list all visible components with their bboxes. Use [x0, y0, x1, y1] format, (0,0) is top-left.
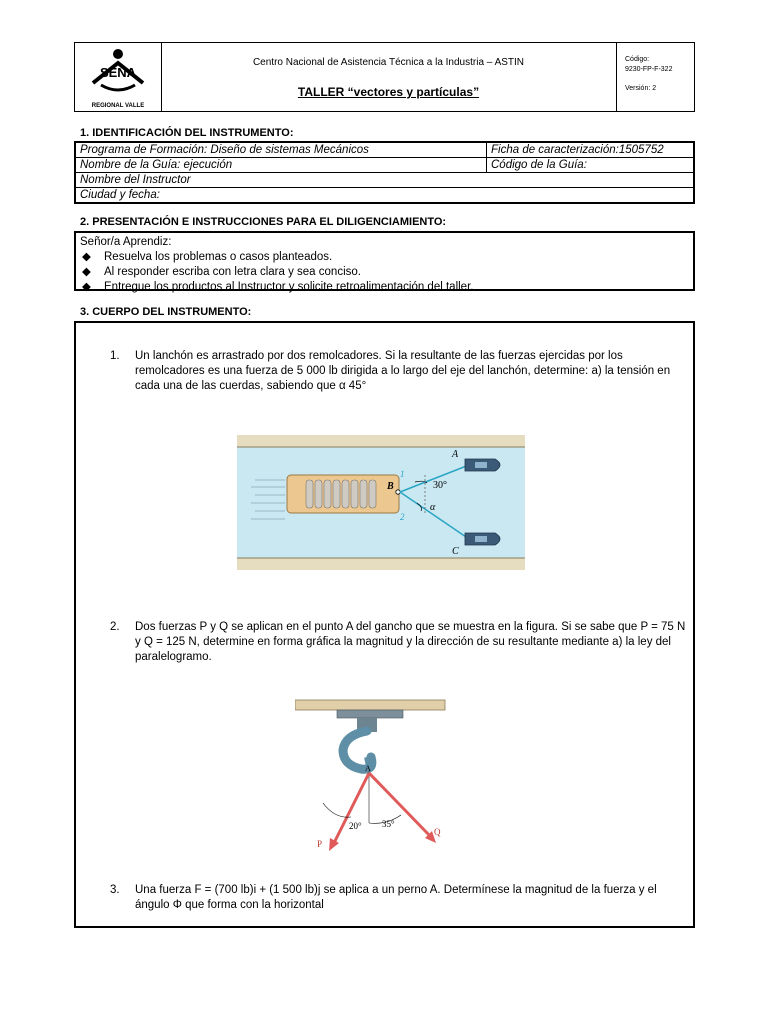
diamond-bullet-icon: ◆: [82, 251, 91, 263]
center-name: Centro Nacional de Asistencia Técnica a la Industria – ASTIN: [252, 57, 525, 68]
ficha-cell: Ficha de caracterización:1505752: [487, 142, 695, 158]
document-title: TALLER “vectores y partículas”: [297, 85, 480, 99]
angle-20-label: 20°: [349, 821, 362, 831]
angle-30-label: 30°: [433, 480, 447, 491]
question-2: 2. Dos fuerzas P y Q se aplican en el punto A del gancho que se muestra en la figura. Si se sabe que P = 75 N y Q = 125 N, determine en forma gráfica la magnitud y la dirección de su resultante mediante a) la ley del paralelogramo.: [110, 621, 686, 663]
logo-subtitle: REGIONAL VALLE: [91, 103, 145, 109]
section1-title: 1. IDENTIFICACIÓN DEL INSTRUMENTO:: [80, 127, 294, 139]
sena-logo: [75, 43, 162, 111]
rope-2-label: 2: [400, 512, 405, 522]
point-a-label: A: [365, 764, 371, 773]
force-q-label: Q: [434, 827, 441, 837]
instructions-box: [74, 231, 695, 291]
document-header: [74, 42, 695, 112]
question-1: 1. Un lanchón es arrastrado por dos remolcadores. Si la resultante de las fuerzas ejercidas por los remolcadores es una fuerza de 5 000 lb dirigida a lo largo del eje del lanchón, determine: a) la tensión en cada una de las cuerdas, sabiendo que α 45°: [110, 350, 671, 392]
city-date-cell: Ciudad y fecha:: [75, 188, 694, 204]
barge-figure: [237, 435, 525, 570]
document-code-box: [616, 43, 694, 111]
point-b-label: B: [387, 481, 394, 492]
section2-title: 2. PRESENTACIÓN E INSTRUCCIONES PARA EL DILIGENCIAMIENTO:: [80, 216, 447, 228]
alpha-label: α: [430, 502, 436, 513]
greeting: Señor/a Aprendiz:: [80, 236, 172, 248]
angle-35-label: 35°: [382, 819, 395, 829]
diamond-bullet-icon: ◆: [82, 266, 91, 278]
guide-code-cell: Código de la Guía:: [487, 158, 695, 173]
list-item: ◆ Entregue los productos al Instructor y solicite retroalimentación del taller.: [82, 281, 474, 293]
guide-name-cell: Nombre de la Guía: ejecución: [75, 158, 487, 173]
question-3: 3. Una fuerza F = (700 lb)i + (1 500 lb)j se aplica a un perno A. Determínese la magnitud de la fuerza y el ángulo Φ que forma con la horizontal: [110, 884, 657, 911]
section3-title: 3. CUERPO DEL INSTRUMENTO:: [80, 306, 252, 318]
hook-figure: [295, 695, 455, 855]
list-item: ◆ Al responder escriba con letra clara y sea conciso.: [82, 266, 361, 278]
instructor-cell: Nombre del Instructor: [75, 173, 694, 188]
code-label: Código:: [625, 56, 650, 63]
version-label: Versión: 2: [625, 85, 657, 92]
list-item: ◆ Resuelva los problemas o casos planteados.: [82, 251, 333, 263]
program-cell: Programa de Formación: Diseño de sistemas Mecánicos: [75, 142, 487, 158]
code-value: 9230-FP-F-322: [625, 66, 673, 73]
diamond-bullet-icon: ◆: [82, 281, 91, 293]
point-c-label: C: [452, 546, 459, 557]
rope-1-label: 1: [400, 469, 405, 479]
force-p-label: P: [317, 839, 323, 849]
point-a-label: A: [452, 449, 459, 460]
identification-table: [74, 141, 695, 204]
logo-text: SENA: [99, 65, 137, 80]
